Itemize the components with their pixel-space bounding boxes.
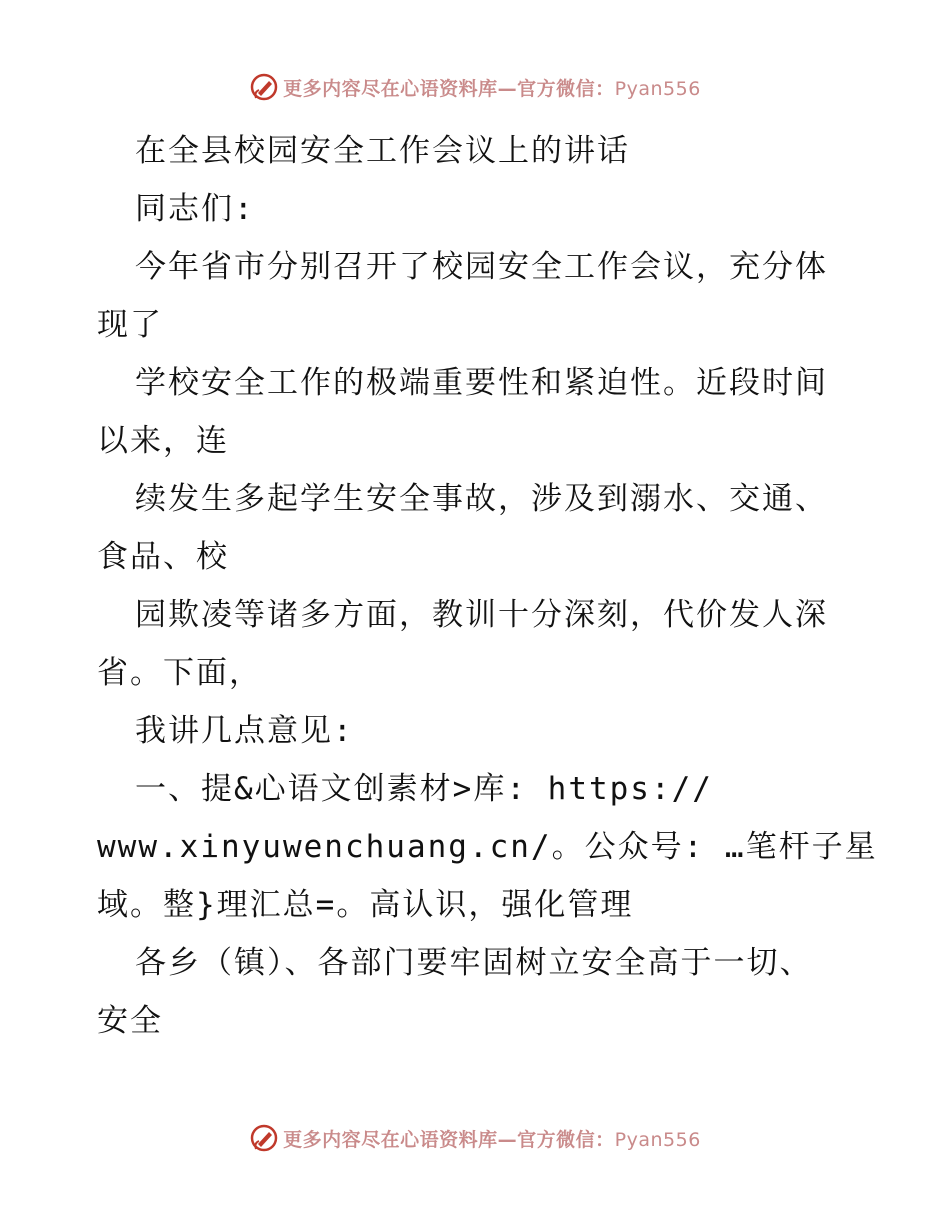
text-line: 一、提&心语文创素材>库: https:// xyxy=(135,771,713,807)
text-line: 同志们: xyxy=(135,191,255,227)
document-body xyxy=(97,122,878,1050)
watermark-text: 更多内容尽在心语资料库—官方微信：Pyan556 xyxy=(283,77,701,100)
header-watermark xyxy=(0,72,950,102)
text-line: 我讲几点意见: xyxy=(135,713,354,749)
text-line: 今年省市分别召开了校园安全工作会议，充分体 xyxy=(135,249,828,285)
text-line: 在全县校园安全工作会议上的讲话 xyxy=(135,133,630,169)
text-line: 现了 xyxy=(97,307,163,343)
pen-logo-icon xyxy=(249,72,279,102)
text-line: 安全 xyxy=(97,1003,163,1039)
text-line: 省。下面， xyxy=(97,655,262,691)
text-line: 各乡（镇）、各部门要牢固树立安全高于一切、 xyxy=(135,945,813,981)
text-line: www.xinyuwenchuang.cn/。公众号: …笔杆子星 xyxy=(97,829,878,865)
watermark-text: 更多内容尽在心语资料库—官方微信：Pyan556 xyxy=(283,1128,701,1151)
footer-watermark xyxy=(0,1123,950,1153)
text-line: 以来，连 xyxy=(97,423,229,459)
text-line: 学校安全工作的极端重要性和紧迫性。近段时间 xyxy=(135,365,828,401)
text-line: 食品、校 xyxy=(97,539,229,575)
text-line: 域。整}理汇总=。高认识，强化管理 xyxy=(97,887,634,923)
text-line: 园欺凌等诸多方面，教训十分深刻，代价发人深 xyxy=(135,597,828,633)
text-line: 续发生多起学生安全事故，涉及到溺水、交通、 xyxy=(135,481,828,517)
pen-logo-icon xyxy=(249,1123,279,1153)
